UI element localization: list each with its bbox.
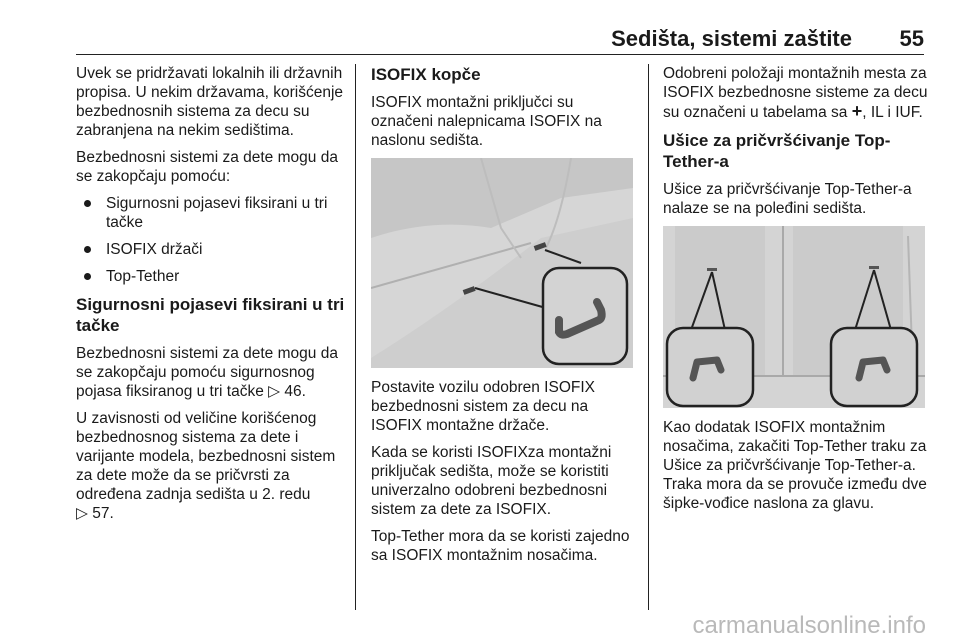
bullet-list	[76, 194, 346, 286]
page-ref-icon: ▷	[268, 383, 281, 400]
paragraph: ISOFIX montažni priključci su označeni nalepnicama ISOFIX na naslonu sedišta.	[371, 94, 602, 149]
bullet-icon	[84, 246, 91, 253]
header-rule	[76, 54, 924, 55]
top-tether-figure	[663, 226, 925, 408]
section-heading: Sigurnosni pojasevi fiksirani u tri tačke	[76, 295, 345, 335]
section-heading: ISOFIX kopče	[371, 65, 481, 84]
page-ref-link[interactable]: 46.	[284, 383, 306, 400]
page-ref-link[interactable]: 57.	[92, 505, 114, 522]
paragraph: Postavite vozilu odobren ISOFIX bezbednosni sistem za decu na ISOFIX montažne držače.	[371, 379, 596, 434]
column-1	[76, 64, 346, 531]
column-3	[663, 64, 933, 521]
paragraph: Kada se koristi ISOFIXza montažni priključak sedišta, može se koristiti univerzalno odobreni bezbednosni sistem za dete za ISOFIX.	[371, 444, 612, 518]
list-item: ISOFIX držači	[76, 240, 346, 259]
plus-icon: +	[851, 101, 863, 121]
section-heading: Ušice za pričvršćivanje Top-Tether-a	[663, 131, 891, 171]
paragraph: Kao dodatak ISOFIX montažnim nosačima, zakačiti Top-Tether traku za Ušice za pričvršćivanje Top-Tether-a. Traka mora da se provuče između dve šipke-vođice naslona za glavu.	[663, 419, 927, 512]
column-2	[371, 64, 636, 573]
column-divider-1	[355, 64, 356, 610]
bullet-icon	[84, 273, 91, 280]
list-item: Top-Tether	[76, 267, 346, 286]
bullet-icon	[84, 200, 91, 207]
watermark: carmanualsonline.info	[692, 612, 926, 639]
paragraph: Uvek se pridržavati lokalnih ili državnih propisa. U nekim državama, korišćenje bezbednosnih sistema za decu su zabranjena na nekim sedištima.	[76, 65, 344, 139]
page-number: 55	[899, 26, 924, 51]
section-title: Sedišta, sistemi zaštite	[611, 26, 852, 51]
column-divider-2	[648, 64, 649, 610]
paragraph: Top-Tether mora da se koristi zajedno sa ISOFIX montažnim nosačima.	[371, 528, 630, 564]
paragraph: U zavisnosti od veličine korišćenog bezbednosnog sistema za dete i varijante modela, bezbednosni sistem za dete može da se pričvrsti za određena zadnja sedišta u 2. redu ▷ 57.	[76, 410, 336, 522]
paragraph: Ušice za pričvršćivanje Top-Tether-a nalaze se na poleđini sedišta.	[663, 181, 912, 217]
list-item: Sigurnosni pojasevi fiksirani u tri tačke	[76, 194, 346, 232]
page-header	[0, 26, 960, 56]
isofix-seat-figure	[371, 158, 633, 368]
paragraph: Bezbednosni sistemi za dete mogu da se zakopčaju pomoću:	[76, 149, 338, 185]
paragraph: Bezbednosni sistemi za dete mogu da se zakopčaju pomoću sigurnosnog pojasa fiksiranog u tri tačke ▷ 46.	[76, 345, 338, 400]
paragraph: Odobreni položaji montažnih mesta za ISOFIX bezbednosne sisteme za decu su označeni u tabelama sa +, IL i IUF.	[663, 65, 928, 121]
page-ref-icon: ▷	[76, 505, 88, 522]
